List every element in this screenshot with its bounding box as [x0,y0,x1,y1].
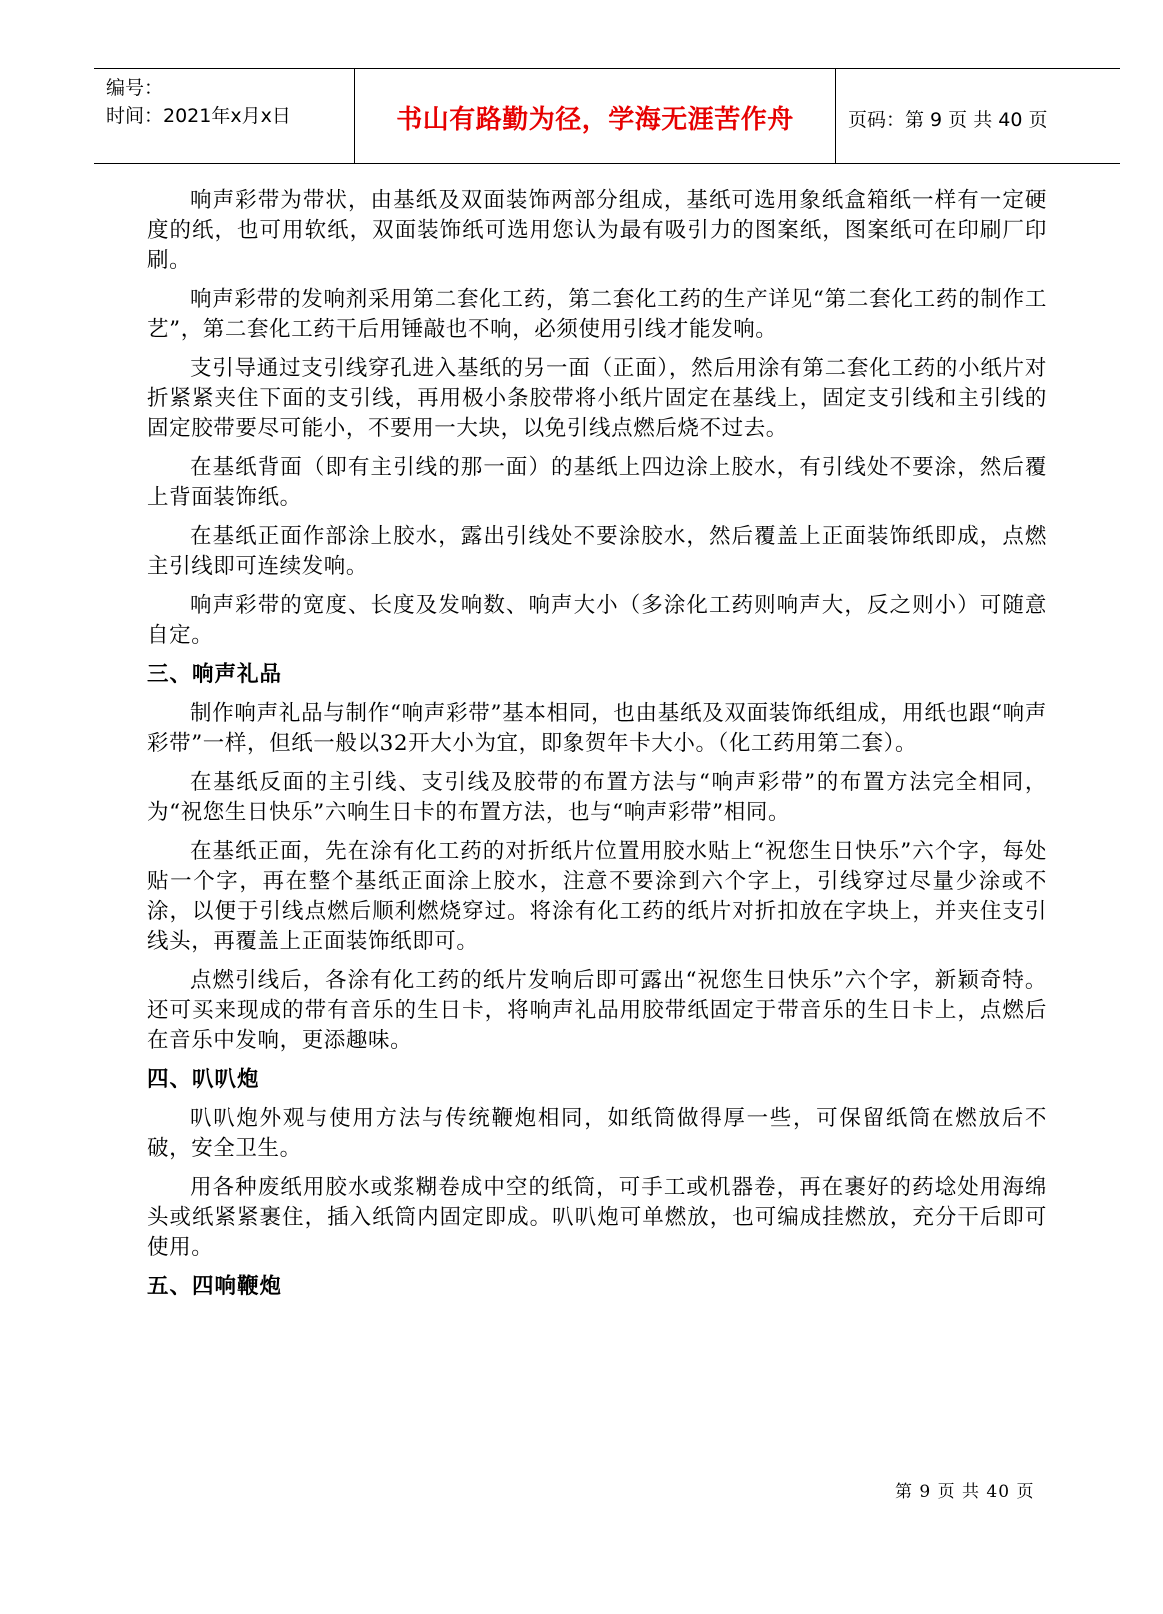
section-heading: 三、响声礼品 [147,662,283,687]
body-paragraph: 响声彩带的宽度、长度及发响数、响声大小（多涂化工药则响声大，反之则小）可随意自定。 [147,593,1047,648]
header-motto-cell [354,69,836,163]
body-paragraph: 在基纸背面（即有主引线的那一面）的基纸上四边涂上胶水，有引线处不要涂，然后覆上背面装饰纸。 [147,455,1047,510]
motto-text: 书山有路勤为径，学海无涯苦作舟 [396,105,794,135]
body-paragraph: 响声彩带的发响剂采用第二套化工药，第二套化工药的生产详见“第二套化工药的制作工艺”，第二套化工药干后用锤敲也不响，必须使用引线才能发响。 [147,287,1047,342]
body-paragraph: 叭叭炮外观与使用方法与传统鞭炮相同，如纸筒做得厚一些，可保留纸筒在燃放后不破，安全卫生。 [147,1106,1047,1161]
body-paragraph: 在基纸反面的主引线、支引线及胶带的布置方法与“响声彩带”的布置方法完全相同，为“祝您生日快乐”六响生日卡的布置方法，也与“响声彩带”相同。 [147,770,1047,825]
body-paragraph: 支引导通过支引线穿孔进入基纸的另一面（正面），然后用涂有第二套化工药的小纸片对折紧紧夹住下面的支引线，再用极小条胶带将小纸片固定在基线上，固定支引线和主引线的固定胶带要尽可能小，不要用一大块，以免引线点燃后烧不过去。 [147,356,1047,441]
page-footer: 第 9 页 共 40 页 [895,1482,1035,1502]
body-paragraph: 在基纸正面作部涂上胶水，露出引线处不要涂胶水，然后覆盖上正面装饰纸即成，点燃主引线即可连续发响。 [147,524,1047,579]
body-paragraph: 制作响声礼品与制作“响声彩带”基本相同，也由基纸及双面装饰纸组成，用纸也跟“响声彩带”一样，但纸一般以32开大小为宜，即象贺年卡大小。（化工药用第二套）。 [147,701,1047,756]
body-paragraph: 用各种废纸用胶水或浆糊卷成中空的纸筒，可手工或机器卷，再在裹好的药埝处用海绵头或纸紧紧裹住，插入纸筒内固定即成。叭叭炮可单燃放，也可编成挂燃放，充分干后即可使用。 [147,1175,1047,1260]
body-paragraph: 响声彩带为带状，由基纸及双面装饰两部分组成，基纸可选用象纸盒箱纸一样有一定硬度的纸，也可用软纸，双面装饰纸可选用您认为最有吸引力的图案纸，图案纸可在印刷厂印刷。 [147,188,1047,273]
header-page-cell [834,69,1120,163]
page-number-label: 页码：第 9 页 共 40 页 [848,109,1048,131]
body-paragraph: 在基纸正面，先在涂有化工药的对折纸片位置用胶水贴上“祝您生日快乐”六个字，每处贴一个字，再在整个基纸正面涂上胶水，注意不要涂到六个字上，引线穿过尽量少涂或不涂，以便于引线点燃后顺利燃烧穿过。将涂有化工药的纸片对折扣放在字块上，并夹住支引线头，再覆盖上正面装饰纸即可。 [147,839,1047,954]
body-paragraph: 点燃引线后，各涂有化工药的纸片发响后即可露出“祝您生日快乐”六个字，新颖奇特。还可买来现成的带有音乐的生日卡，将响声礼品用胶带纸固定于带音乐的生日卡上，点燃后在音乐中发响，更添趣味。 [147,968,1047,1053]
page-header [94,68,1120,164]
section-heading: 四、叭叭炮 [147,1067,260,1092]
document-body [147,186,1047,1311]
header-info-cell [94,69,354,163]
section-heading: 五、四响鞭炮 [147,1274,283,1299]
date-label: 时间：2021年x月x日 [106,105,291,127]
serial-number-label: 编号： [106,77,164,99]
